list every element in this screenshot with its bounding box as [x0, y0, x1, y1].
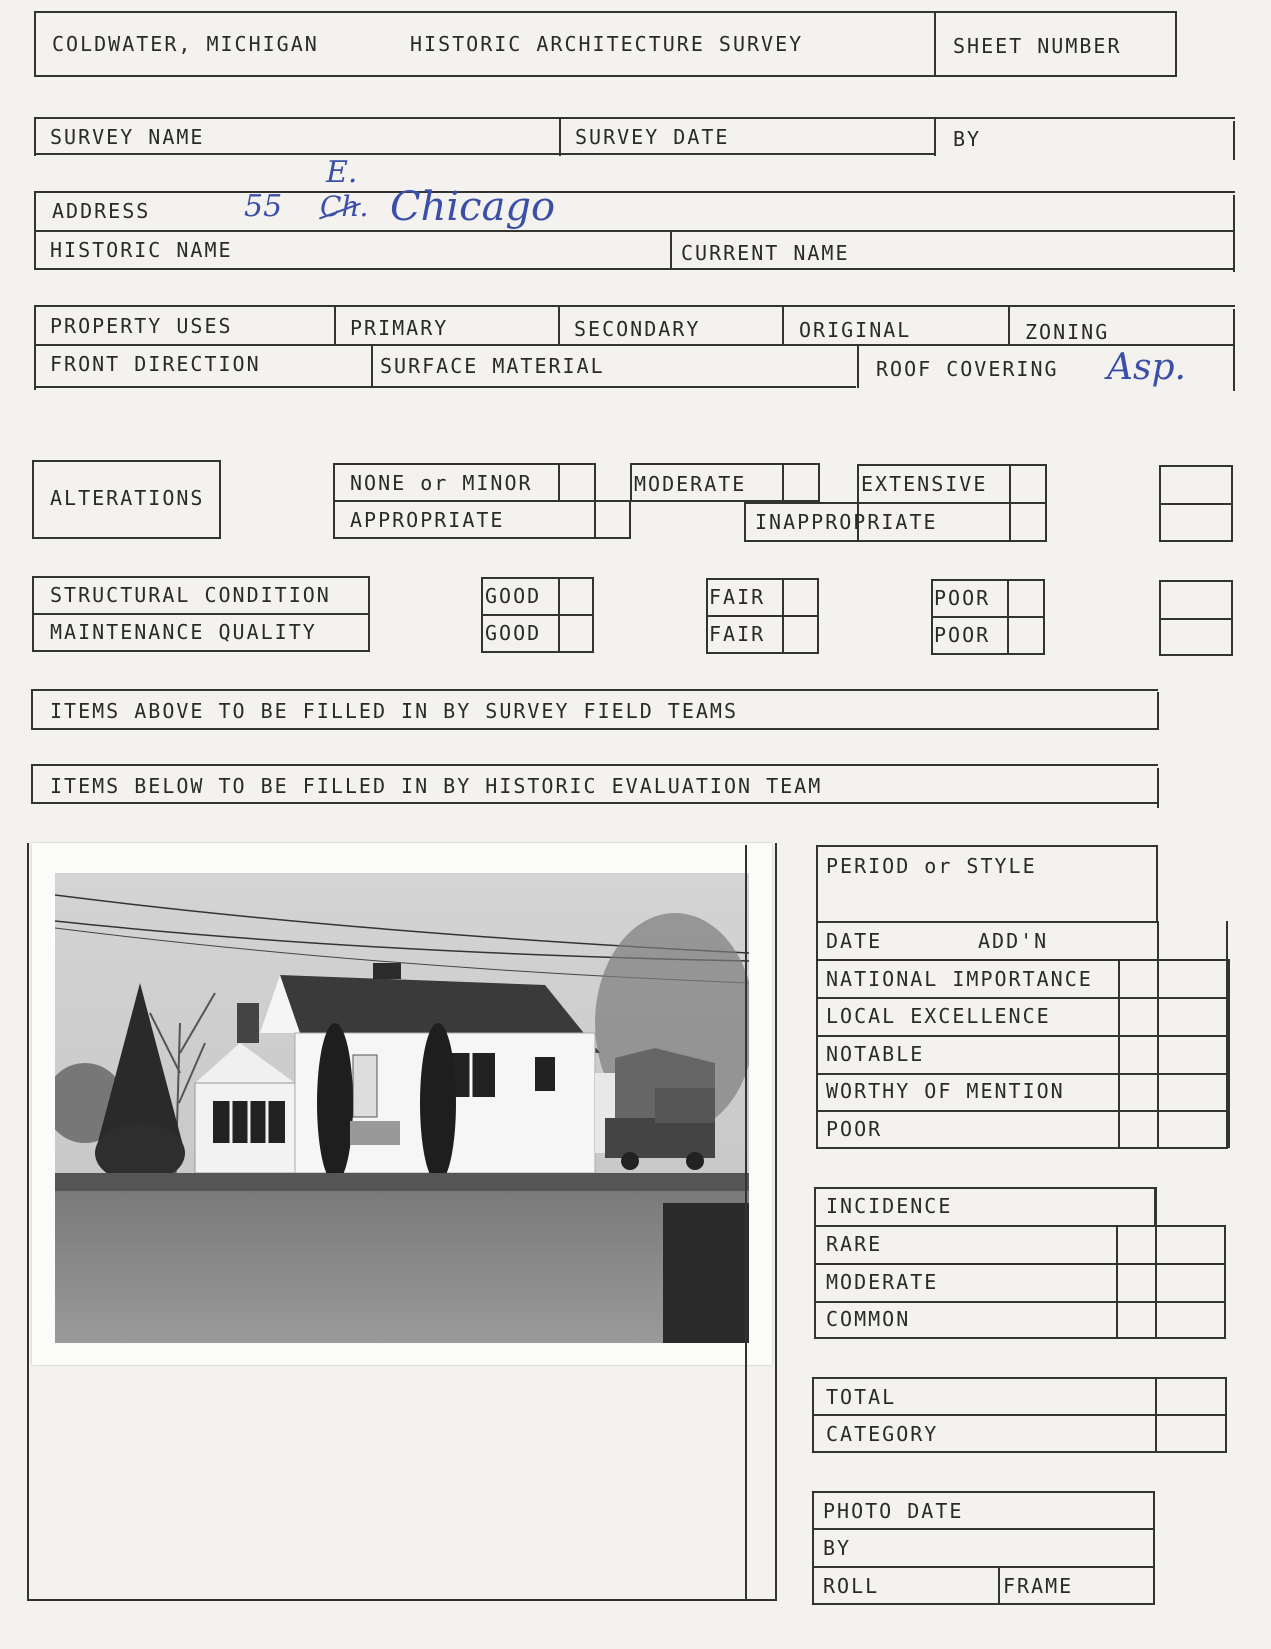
maintenance-good-label: GOOD: [485, 621, 542, 645]
appropriate-checkbox[interactable]: [594, 500, 631, 539]
moderate-label: MODERATE: [634, 472, 747, 496]
poor-rating-label: POOR: [826, 1117, 883, 1141]
photo-by-label: BY: [823, 1536, 852, 1560]
frame-label: FRAME: [1003, 1574, 1074, 1598]
roof-covering-value: Asp.: [1107, 347, 1186, 388]
common-label: COMMON: [826, 1307, 911, 1331]
original-label: ORIGINAL: [799, 318, 912, 342]
survey-row-bottom: [34, 153, 934, 155]
roof-covering-label: ROOF COVERING: [876, 357, 1059, 381]
front-direction-label: FRONT DIRECTION: [50, 352, 261, 376]
surface-material-label: SURFACE MATERIAL: [380, 354, 605, 378]
address-street: Chicago: [390, 184, 556, 230]
survey-by-label: BY: [953, 127, 982, 151]
structural-good-label: GOOD: [485, 584, 542, 608]
date-label: DATE: [826, 929, 883, 953]
maintenance-quality-label: MAINTENANCE QUALITY: [50, 620, 317, 644]
roll-label: ROLL: [823, 1574, 880, 1598]
local-excellence-label: LOCAL EXCELLENCE: [826, 1004, 1051, 1028]
address-direction-correction: E.: [326, 155, 358, 190]
total-label: TOTAL: [826, 1385, 897, 1409]
national-importance-label: NATIONAL IMPORTANCE: [826, 967, 1093, 991]
alterations-label: ALTERATIONS: [50, 486, 205, 510]
primary-label: PRIMARY: [350, 316, 449, 340]
rare-label: RARE: [826, 1232, 883, 1256]
period-style-label: PERIOD or STYLE: [826, 854, 1037, 878]
addn-label: ADD'N: [978, 929, 1049, 953]
survey-date-label: SURVEY DATE: [575, 125, 730, 149]
structural-condition-label: STRUCTURAL CONDITION: [50, 583, 331, 607]
category-label: CATEGORY: [826, 1422, 939, 1446]
historic-name-label: HISTORIC NAME: [50, 238, 233, 262]
appropriate-label: APPROPRIATE: [350, 508, 505, 532]
survey-name-label: SURVEY NAME: [50, 125, 205, 149]
worthy-of-mention-label: WORTHY OF MENTION: [826, 1079, 1065, 1103]
header-divider: [934, 11, 936, 77]
address-number: 55: [244, 189, 283, 224]
none-minor-label: NONE or MINOR: [350, 471, 533, 495]
extensive-label: EXTENSIVE: [861, 472, 988, 496]
photo-date-label: PHOTO DATE: [823, 1499, 964, 1523]
structural-fair-label: FAIR: [709, 585, 766, 609]
maintenance-poor-label: POOR: [934, 623, 991, 647]
address-direction-struck: Ch.: [320, 190, 369, 223]
address-label: ADDRESS: [52, 199, 151, 223]
structural-poor-label: POOR: [934, 586, 991, 610]
city-label: COLDWATER, MICHIGAN: [52, 32, 319, 56]
secondary-label: SECONDARY: [574, 317, 701, 341]
incidence-moderate-label: MODERATE: [826, 1270, 939, 1294]
items-below-note: ITEMS BELOW TO BE FILLED IN BY HISTORIC EVALUATION TEAM: [50, 774, 823, 798]
maintenance-fair-label: FAIR: [709, 622, 766, 646]
property-uses-label: PROPERTY USES: [50, 314, 233, 338]
inappropriate-label: INAPPROPRIATE: [755, 510, 938, 534]
items-above-note: ITEMS ABOVE TO BE FILLED IN BY SURVEY FIELD TEAMS: [50, 699, 739, 723]
incidence-label: INCIDENCE: [826, 1194, 953, 1218]
form-title: HISTORIC ARCHITECTURE SURVEY: [410, 32, 804, 56]
current-name-label: CURRENT NAME: [681, 241, 850, 265]
notable-label: NOTABLE: [826, 1042, 925, 1066]
sheet-number-label: SHEET NUMBER: [953, 34, 1122, 58]
zoning-label: ZONING: [1025, 320, 1110, 344]
house-photo: [55, 873, 749, 1343]
